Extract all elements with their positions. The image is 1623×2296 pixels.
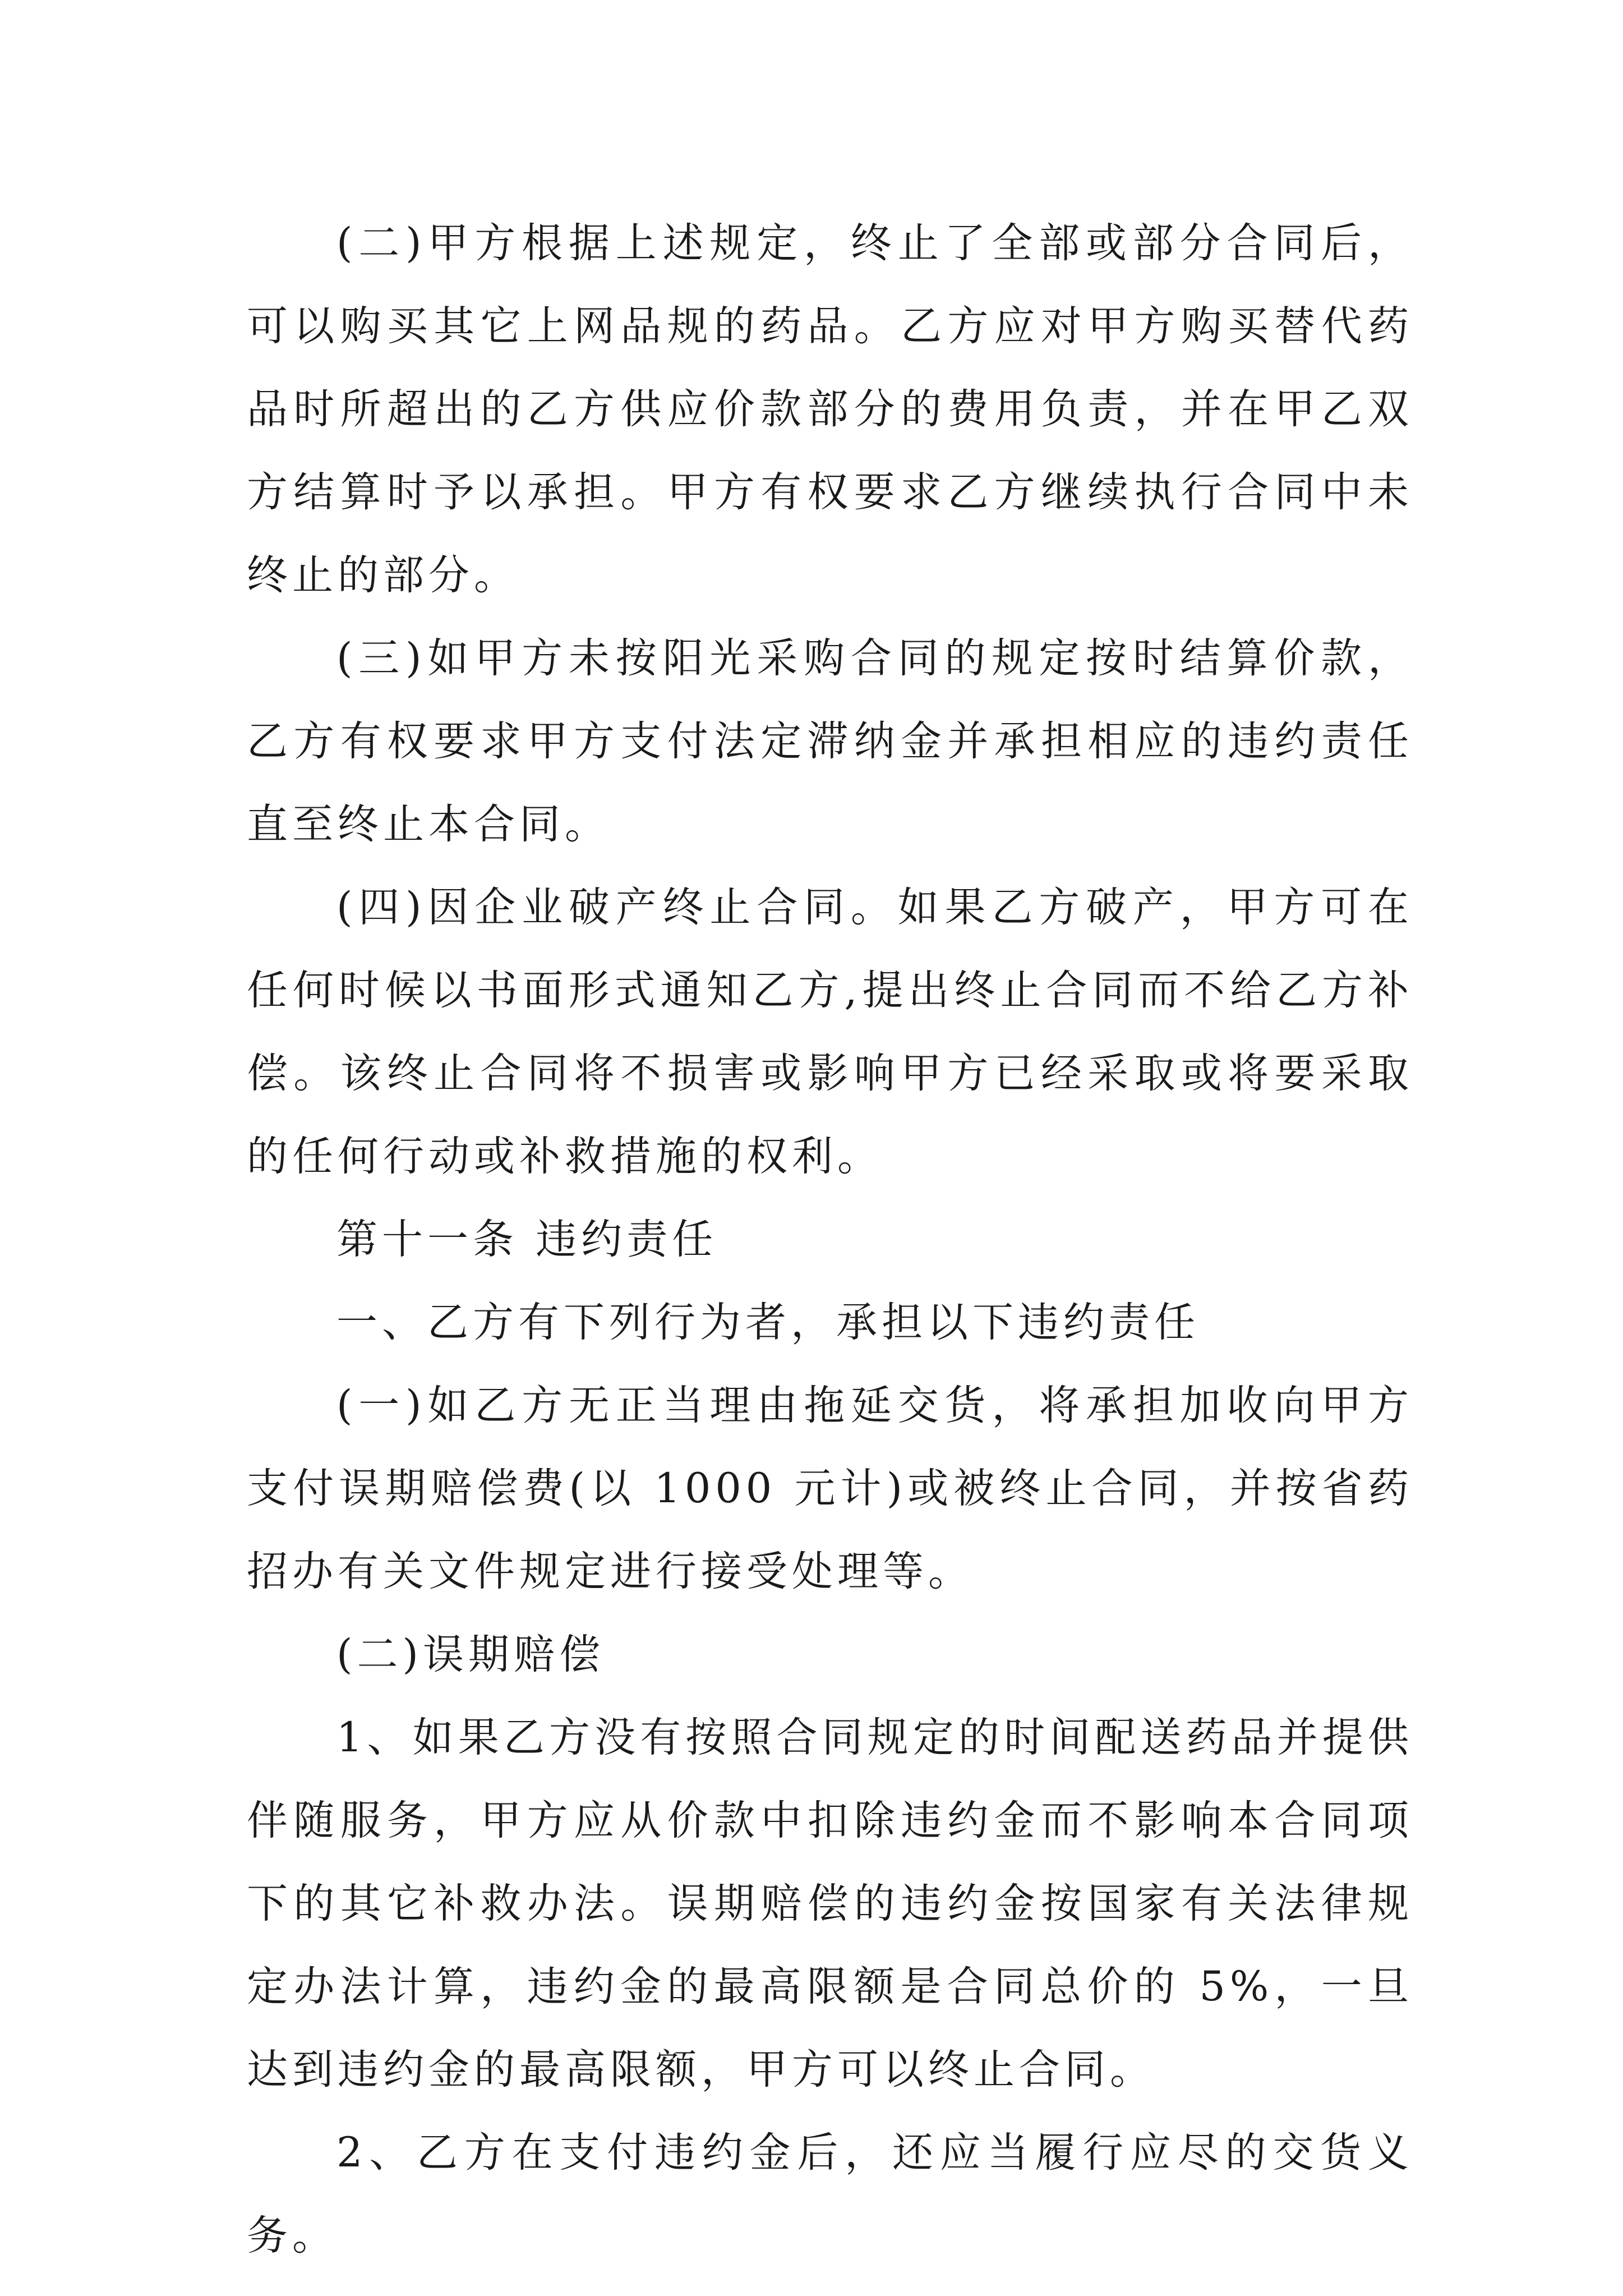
paragraph-bankruptcy: (四)因企业破产终止合同。如果乙方破产，甲方可在任何时候以书面形式通知乙方,提出终止合同而不给乙方补偿。该终止合同将不损害或影响甲方已经采取或将要采取的任何行动或补救措施的权利。 — [247, 884, 1413, 1180]
document-body — [247, 202, 1413, 2277]
paragraph-liquidated-damages: 1、如果乙方没有按照合同规定的时间配送药品并提供伴随服务，甲方应从价款中扣除违约金而不影响本合同项下的其它补救办法。误期赔偿的违约金按国家有关法律规定办法计算，违约金的最高限额是合同总价的 5%，一旦达到违约金的最高限额，甲方可以终止合同。 — [247, 1714, 1413, 2093]
article-heading: 第十一条 违约责任 — [336, 1216, 718, 1263]
paragraph-settlement-delay: (三)如甲方未按阳光采购合同的规定按时结算价款，乙方有权要求甲方支付法定滞纳金并承担相应的违约责任直至终止本合同。 — [247, 634, 1413, 848]
section-heading: 一、乙方有下列行为者，承担以下违约责任 — [336, 1299, 1200, 1346]
paragraph-termination-purchase: (二)甲方根据上述规定，终止了全部或部分合同后，可以购买其它上网品规的药品。乙方应对甲方购买替代药品时所超出的乙方供应价款部分的费用负责，并在甲乙双方结算时予以承担。甲方有权要求乙方继续执行合同中未终止的部分。 — [247, 219, 1413, 599]
paragraph-delay-delivery: (一)如乙方无正当理由拖延交货，将承担加收向甲方支付误期赔偿费(以 1000 元计)或被终止合同，并按省药招办有关文件规定进行接受处理等。 — [247, 1382, 1413, 1595]
paragraph-delivery-obligation: 2、乙方在支付违约金后，还应当履行应尽的交货义务。 — [247, 2129, 1413, 2260]
subsection-heading: (二)误期赔偿 — [336, 1631, 605, 1678]
